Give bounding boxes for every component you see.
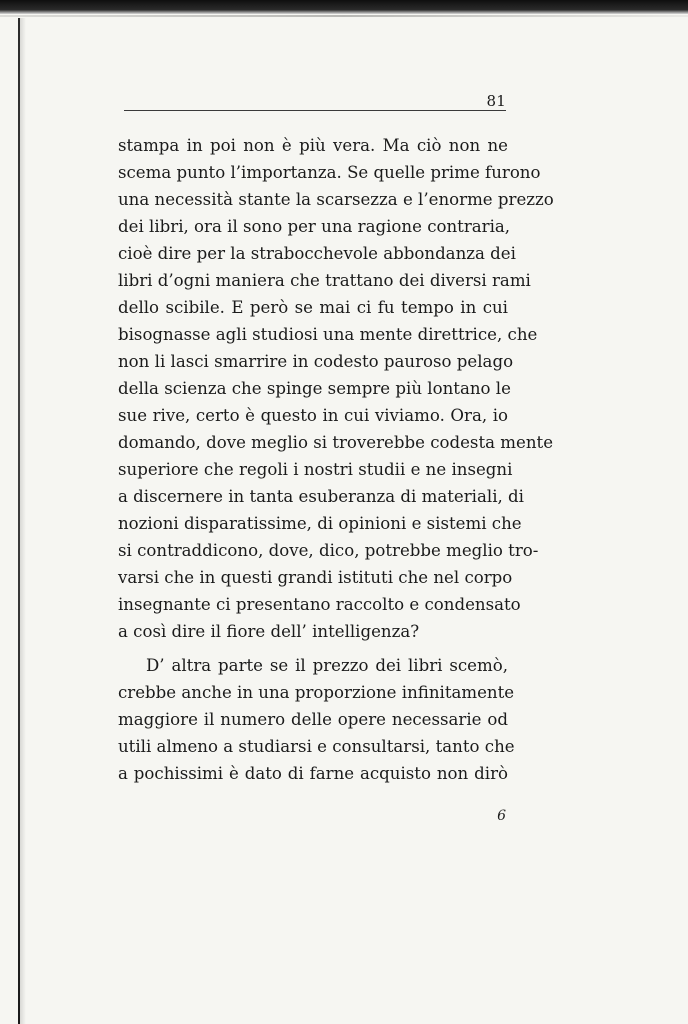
text-line: nozioni disparatissime, di opinioni e sistemi che: [118, 514, 522, 533]
text-line: si contraddicono, dove, dico, potrebbe meglio tro-: [118, 541, 539, 560]
text-line: bisognasse agli studiosi una mente direttrice, che: [118, 325, 538, 344]
scan-top-border: [0, 0, 688, 14]
text-line: non li lasci smarrire in codesto pauroso pelago: [118, 352, 514, 371]
text-line: varsi che in questi grandi istituti che nel corpo: [118, 568, 513, 587]
text-line: sue rive, certo è questo in cui viviamo. Ora, io: [118, 406, 508, 425]
text-line: crebbe anche in una proporzione infinitamente: [118, 683, 515, 702]
text-line: domando, dove meglio si troverebbe codesta mente: [118, 433, 554, 452]
text-line: superiore che regoli i nostri studii e ne insegni: [118, 460, 513, 479]
header-rule: [124, 110, 506, 111]
text-line: scema punto l’importanza. Se quelle prime furono: [118, 163, 541, 182]
text-line: dei libri, ora il sono per una ragione contraria,: [118, 217, 511, 236]
text-line: una necessità stante la scarsezza e l’enorme prezzo: [118, 190, 554, 209]
page-binding-shadow: [20, 18, 26, 1024]
paragraph-start-line: D’ altra parte se il prezzo dei libri scemò,: [146, 656, 508, 675]
signature-mark: 6: [497, 808, 506, 824]
text-line: a così dire il fiore dell’ intelligenza?: [118, 622, 420, 641]
text-line: stampa in poi non è più vera. Ma ciò non ne: [118, 136, 508, 155]
text-line: libri d’ogni maniera che trattano dei diversi rami: [118, 271, 531, 290]
text-line: insegnante ci presentano raccolto e condensato: [118, 595, 521, 614]
text-line: cioè dire per la strabocchevole abbondanza dei: [118, 244, 516, 263]
text-line: a pochissimi è dato di farne acquisto non dirò: [118, 764, 508, 783]
text-line: a discernere in tanta esuberanza di materiali, di: [118, 487, 524, 506]
text-line: dello scibile. E però se mai ci fu tempo in cui: [118, 298, 508, 317]
page-number: 81: [486, 92, 506, 110]
scan-top-shadow: [0, 15, 688, 17]
text-line: maggiore il numero delle opere necessarie od: [118, 710, 508, 729]
text-line: della scienza che spinge sempre più lontano le: [118, 379, 511, 398]
text-line: utili almeno a studiarsi e consultarsi, tanto che: [118, 737, 515, 756]
